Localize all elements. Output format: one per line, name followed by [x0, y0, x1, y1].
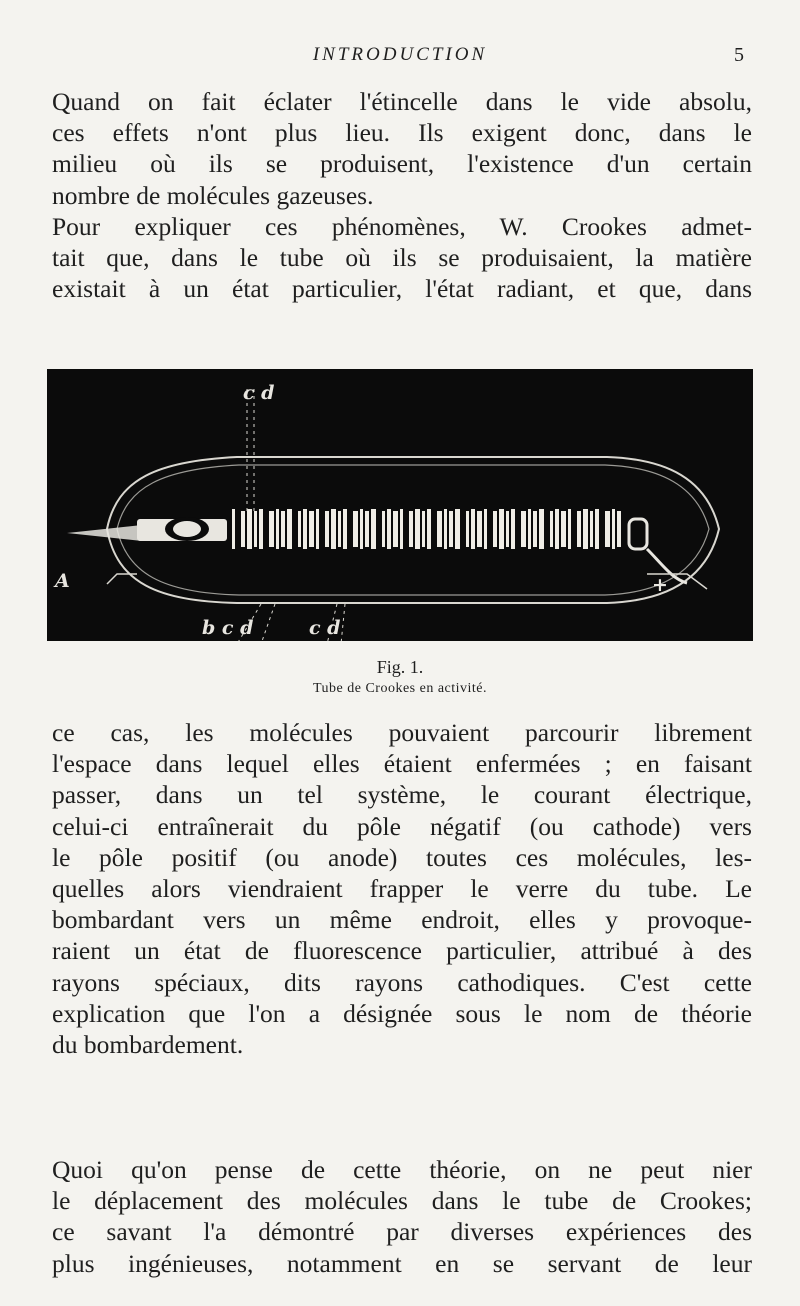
- stria: [232, 509, 235, 549]
- stria: [298, 511, 301, 547]
- stria: [583, 509, 588, 549]
- text-line: bombardant vers un même endroit, elles y provoque-: [52, 905, 752, 935]
- text-line: l'espace dans lequel elles étaient enfermées ; en faisant: [52, 749, 752, 779]
- stria: [617, 511, 621, 547]
- text-line: plus ingénieuses, notamment en se servant de leur: [52, 1248, 752, 1278]
- text-line: passer, dans un tel système, le courant électrique,: [52, 780, 752, 810]
- text-line: ce cas, les molécules pouvaient parcourir librement: [52, 718, 752, 747]
- stria: [325, 511, 329, 547]
- stria: [612, 509, 615, 549]
- stria: [338, 511, 341, 547]
- page-number: 5: [734, 44, 744, 66]
- figure-label-bottom-right: c d: [309, 617, 341, 639]
- stria: [484, 509, 487, 549]
- figure-label-cathode-pole: A: [55, 570, 70, 592]
- stria: [471, 509, 475, 549]
- stria: [415, 509, 420, 549]
- stria: [281, 511, 285, 547]
- stria: [528, 509, 531, 549]
- stria: [437, 511, 442, 547]
- stria: [477, 511, 482, 547]
- text-line: ce savant l'a démontré par diverses expériences des: [52, 1217, 752, 1247]
- paragraph-3: [52, 717, 752, 1060]
- stria: [511, 509, 515, 549]
- stria: [466, 511, 469, 547]
- paragraph-1: [52, 86, 752, 211]
- stria: [400, 509, 403, 549]
- text-line: du bombardement.: [52, 1030, 244, 1060]
- stria: [309, 511, 314, 547]
- text-line: raient un état de fluorescence particulier, attribué à des: [52, 936, 752, 966]
- stria: [247, 509, 252, 549]
- stria: [499, 509, 504, 549]
- stria: [595, 509, 599, 549]
- stria: [353, 511, 358, 547]
- stria: [241, 511, 245, 547]
- stria: [444, 509, 447, 549]
- stria: [590, 511, 593, 547]
- stria: [550, 511, 553, 547]
- stria: [360, 509, 363, 549]
- text-line: le pôle positif (ou anode) toutes ces molécules, les-: [52, 842, 752, 872]
- text-line: quelles alors viendraient frapper le verre du tube. Le: [52, 874, 752, 904]
- stria: [316, 509, 319, 549]
- stria: [287, 509, 292, 549]
- text-line: nombre de molécules gazeuses.: [52, 180, 374, 210]
- stria: [382, 511, 385, 547]
- text-line: explication que l'on a désignée sous le nom de théorie: [52, 998, 752, 1028]
- stria: [371, 509, 376, 549]
- stria: [427, 509, 431, 549]
- text-line: Quoi qu'on pense de cette théorie, on ne peut nier: [52, 1155, 752, 1184]
- text-line: ces effets n'ont plus lieu. Ils exigent donc, dans le: [52, 118, 752, 148]
- stria: [533, 511, 537, 547]
- figure-caption-label: Fig. 1.: [376, 657, 424, 677]
- text-line: rayons spéciaux, dits rayons cathodiques. C'est cette: [52, 967, 752, 997]
- stria: [409, 511, 413, 547]
- paragraph-4: [52, 1154, 752, 1279]
- stria: [539, 509, 544, 549]
- stria: [455, 509, 460, 549]
- crookes-tube-figure: [47, 369, 753, 641]
- page-header: [0, 44, 800, 74]
- figure-caption-title: Tube de Crookes en activité.: [312, 681, 488, 696]
- figure-background: [47, 369, 753, 641]
- stria: [605, 511, 610, 547]
- text-line: le déplacement des molécules dans le tube de Crookes;: [52, 1186, 752, 1216]
- stria: [555, 509, 559, 549]
- stria: [393, 511, 398, 547]
- text-line: Quand on fait éclater l'étincelle dans le vide absolu,: [52, 87, 752, 116]
- stria: [449, 511, 453, 547]
- running-title: INTRODUCTION: [312, 44, 488, 65]
- stria: [568, 509, 571, 549]
- text-line: existait à un état particulier, l'état radiant, et que, dans: [52, 274, 752, 304]
- stria: [343, 509, 347, 549]
- text-line: celui-ci entraînerait du pôle négatif (ou cathode) vers: [52, 811, 752, 841]
- stria: [365, 511, 369, 547]
- text-line: Pour expliquer ces phénomènes, W. Crookes admet-: [52, 212, 752, 241]
- stria: [561, 511, 566, 547]
- stria: [521, 511, 526, 547]
- stria: [331, 509, 336, 549]
- stria: [303, 509, 307, 549]
- stria: [276, 509, 279, 549]
- paragraph-2: [52, 211, 752, 305]
- stria: [493, 511, 497, 547]
- stria: [269, 511, 274, 547]
- stria: [506, 511, 509, 547]
- figure-label-anode-pole: +: [652, 574, 668, 596]
- text-line: milieu où ils se produisent, l'existence d'un certain: [52, 149, 752, 179]
- text-line: tait que, dans le tube où ils se produisaient, la matière: [52, 243, 752, 273]
- stria: [577, 511, 581, 547]
- figure-label-top: c d: [243, 382, 275, 404]
- stria: [254, 511, 257, 547]
- stria: [259, 509, 263, 549]
- figure-label-bottom-left: b c d: [202, 617, 254, 639]
- stria: [422, 511, 425, 547]
- stria: [387, 509, 391, 549]
